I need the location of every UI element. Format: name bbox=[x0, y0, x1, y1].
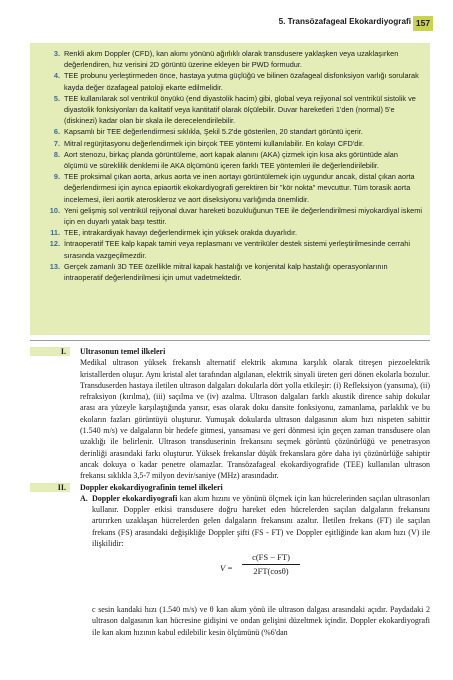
chapter-title: 5. Transözafageal Ekokardiyografi bbox=[278, 17, 411, 26]
list-item-number: 10. bbox=[49, 205, 60, 215]
list-item-text: Aort stenozu, birkaç planda görüntüleme, aort kapak alanını (AKA) çizmek için kısa aks görüntüde alan ölçümü ve süreklilik denklemi ile AKA ölçümünü içeren farklı TEE yöntemleri ile değerlendirilebilir. bbox=[64, 149, 398, 171]
list-item-number: 3. bbox=[53, 49, 60, 58]
section-marker: II. bbox=[30, 483, 70, 492]
page-number: 157 bbox=[413, 16, 433, 31]
fraction-bar bbox=[242, 564, 300, 565]
list-item-number: 8. bbox=[53, 149, 60, 159]
list-item-text: Kapsamlı bir TEE değerlendirmesi sıklıkla, Şekil 5.2'de gösterilen, 20 standart görüntü içerir. bbox=[64, 127, 363, 137]
section-title: Ultrasonun temel ilkeleri bbox=[80, 347, 166, 356]
list-item bbox=[30, 126, 422, 137]
main-text bbox=[30, 346, 430, 593]
list-item bbox=[30, 48, 422, 70]
list-item-text: İntraoperatif TEE kalp kapak tamiri veya replasmanı ve ventriküler destek sistemi yerleştirilmesinde cerrahi sırasında vazgeçilmezdir. bbox=[64, 239, 410, 260]
list-item-number: 11. bbox=[50, 228, 60, 238]
list-item-text: Mitral regürjitasyonu değerlendirmek için birçok TEE yöntemi kullanılabilir. En kolayı CFD'dir. bbox=[64, 138, 365, 148]
section-ultrasound bbox=[30, 346, 430, 482]
list-item-text: TEE probunu yerleştirmeden önce, hastaya yutma güçlüğü ve bilinen özafageal disfonksiyon varlığı sorularak kayda değer özafageal patoloji ekarte edilmelidir. bbox=[64, 71, 419, 92]
list-item bbox=[30, 261, 422, 283]
list-item bbox=[30, 149, 422, 171]
list-item-text: Yeni gelişmiş sol ventrikül rejiyonal duvar hareketi bozukluğunun TEE ile değerlendirilmesi miyokardiyal iskemi için en duyarlı yatak başı testtir. bbox=[64, 205, 422, 227]
list-item bbox=[30, 227, 422, 238]
list-item bbox=[30, 205, 422, 227]
subsection-label: A. bbox=[80, 493, 88, 503]
list-item-text: TEE, intrakardiyak havayı değerlendirmek için yüksek orakda duyarlıdır. bbox=[64, 228, 298, 238]
list-item bbox=[30, 238, 422, 260]
list-item-number: 13. bbox=[49, 261, 60, 271]
list-item-text: TEE kullanılarak sol ventrikül önyükü (end diyastolik hacim) gibi, global veya rejiyonal sol ventrikül sistolik ve diyastolik fonksiyonları da kalitatif veya kantitatif olarak ölçülebilir. Duvar hareketleri 1'den (normal) 5'e (diskinezi) kadar olan bir skala ile derecelendirilebilir. bbox=[64, 93, 416, 126]
list-item-number: 6. bbox=[53, 127, 60, 137]
doppler-equation bbox=[92, 551, 430, 587]
subsection-text: kan akım hızını ve yönünü ölçmek için kan hücrelerinden saçılan ultrasonları kullanır. Doppler etkisi transdusere doğru hareket eden hücrelerden saçılan dalgaların frekansını artırırken uzaklaşan hücrelerden gelen dalgaların frekansını azaltır. İletilen frekans (FT) ile saçılan frekans (FS) arasındaki değişikliğe Doppler şifti (FS - FT) ve Doppler eşitliğinde kan akım hızı (V) ile ilişkilidir: bbox=[92, 493, 431, 549]
list-item-text: Renkli akım Doppler (CFD), kan akımı yönünü ağırlıklı olarak transdusere yaklaşken veya uzaklaşırken değerlendiren, hız verisini 2D görüntü üzerine ekleyen bir PWD formudur. bbox=[64, 49, 399, 70]
equation-explanation: c sesin kandaki hızı (1.540 m/s) ve θ kan akım yönü ile ultrason dalgası arasındaki açıdır. Paydadaki 2 ultrason dalgasının kan hücresine gidişini ve ondan gelişini düzeltmek içindir. Doppler ekokardiyografi ile kan akım hızının kabul edilebilir kesin ölçümünü (%6'dan bbox=[92, 605, 430, 637]
list-item bbox=[30, 171, 422, 205]
list-item-number: 5. bbox=[53, 93, 60, 103]
page-header bbox=[0, 16, 453, 32]
summary-list bbox=[30, 48, 422, 283]
section-marker: I. bbox=[30, 347, 70, 356]
section-title: Doppler ekokardiyografinin temel ilkeleri bbox=[80, 482, 223, 492]
section-divider bbox=[30, 340, 430, 341]
list-item-text: Gerçek zamanlı 3D TEE özellikle mitral kapak hastalığı ve konjenital kalp hastalığı operasyonlarının intraoperatif değerlendirilmesi için umut vadetmektedir. bbox=[64, 261, 388, 283]
list-item-number: 7. bbox=[53, 138, 60, 148]
list-item bbox=[30, 138, 422, 149]
list-item bbox=[30, 93, 422, 127]
list-item-number: 9. bbox=[53, 172, 60, 182]
section-doppler bbox=[30, 482, 430, 588]
equation-denominator: 2FT(cosθ) bbox=[253, 566, 289, 577]
section-paragraph: Medikal ultrason yüksek frekanslı alternatif elektrik akımına karşılık olarak titreşen piezoelektrik kristallerden oluşur. Aynı kristal alet tarafından algılanan, elektrik sinyali üreten geri dönen ekolarla bozulur. Transduserden hastaya iletilen ultrason dalgaları dokularla dört yolla etkileşir: (i) Refleksiyon (yansıma), (ii) refraksiyon (kırılma), (iii) saçılma ve (iv) azalma. Ultrason dalgaları farklı akustik dirence sahip dokular arası ara yüzeyle karşılaştığında yansır, esas olarak doku dansite fonksiyonu, zamanlama, parlaklık ve bu ekoların fazları görüntüyü oluşturur. Yumuşak dokularda ultrason dalgasının akım hızı nispeten sabittir (1.540 m/s) ve dalgaların bir hedefe gitmesi, yansıması ve geri dönmesi için geçen zaman transdusere olan uzaklığı ile belirlenir. Ultrason transduserinin frekansını seçmek görüntü çözünürlüğü ve penetrasyon derinliği arasındaki farkı oluşturur. Yüksek frekanslar düşük frekanslara göre daha iyi çözünürlüğe sahiptir ancak dokuya o kadar penetre olamazlar. Transözafageal ekokardiyografide (TEE) kullanılan ultrason frekansı sıklıkla 3,5-7 milyon devir/saniye (MHz) arasındadır. bbox=[80, 358, 430, 481]
subsection-title: Doppler ekokardiyografi bbox=[92, 493, 178, 503]
subsection-a bbox=[80, 493, 430, 587]
equation-lhs: V = bbox=[220, 563, 233, 574]
list-item-text: TEE proksimal çıkan aorta, arkus aorta ve inen aortayı görüntülemek için uygundur ancak, distal çıkan aorta değerlendirmesi için ayrıca epiaortik ekokardiyografi gerektiren bir "kör nokta" mevcuttur. Tüm torasik aorta incelemesi, ileri aortik ateroskleroz ve aort diseksiyonu varlığında önemlidir. bbox=[64, 172, 415, 204]
list-item bbox=[30, 70, 422, 92]
equation-numerator: c(FS − FT) bbox=[252, 552, 290, 563]
list-item-number: 12. bbox=[49, 239, 60, 249]
list-item-number: 4. bbox=[53, 71, 60, 81]
